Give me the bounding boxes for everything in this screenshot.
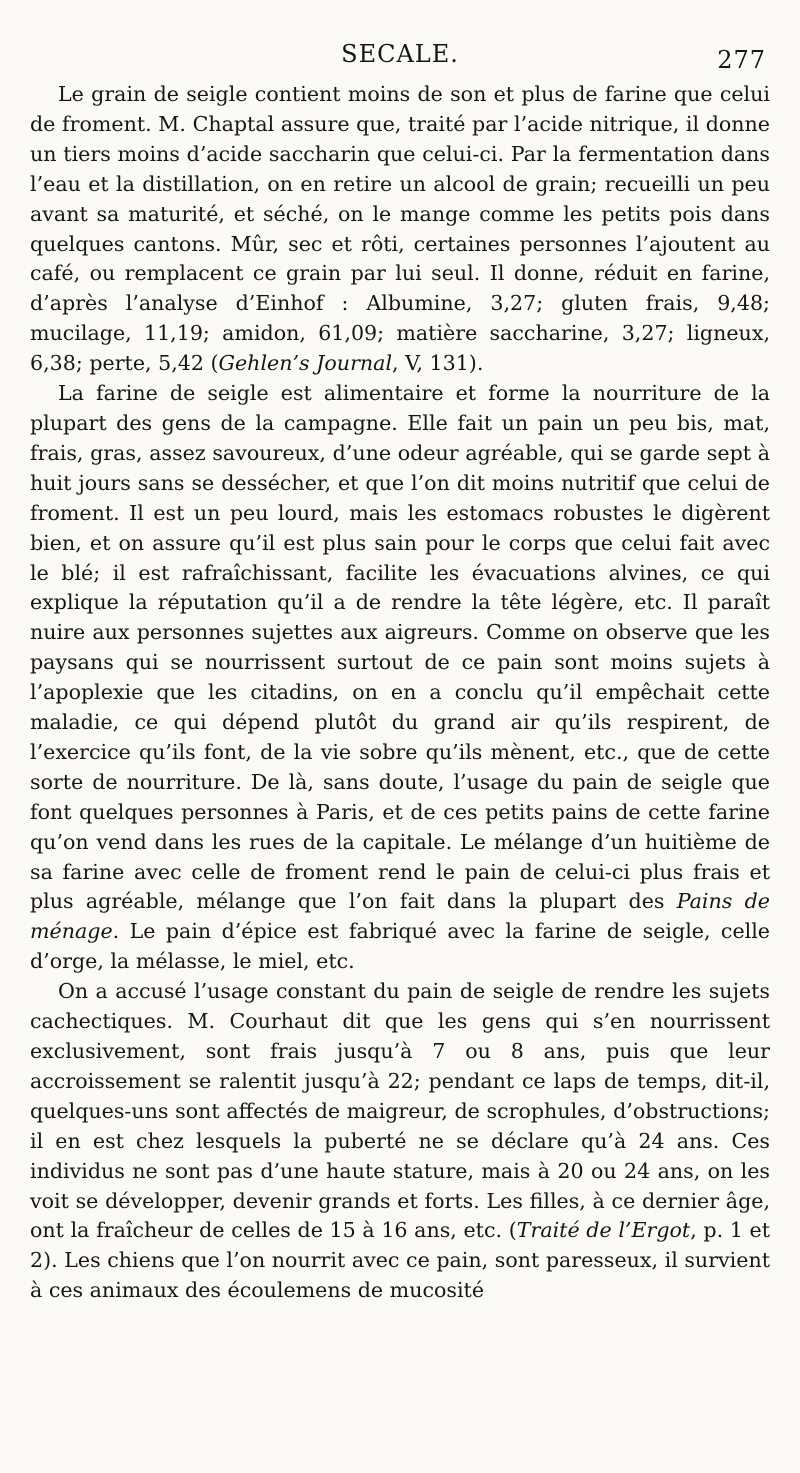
text-run: . Le pain d’épice est fabriqué avec la farine de seigle, celle d’orge, la mélasse, le miel, etc.: [30, 919, 770, 974]
paragraph-3: [30, 977, 770, 1306]
text-run: On a accusé l’usage constant du pain de seigle de rendre les sujets cachectiques. M. Courhaut dit que les gens qui s’en nourrissent exclusivement, sont frais jusqu’à 7 ou 8 ans, puis que leur accroissement se ralentit jusqu’à 22; pendant ce laps de temps, dit-il, quelques-uns sont affectés de maigreur, de scrophules, d’obstructions; il en est chez lesquels la puberté ne se déclare qu’à 24 ans. Ces individus ne sont pas d’une haute stature, mais à 20 ou 24 ans, on les voit se développer, devenir grands et forts. Les filles, à ce dernier âge, ont la fraîcheur de celles de 15 à 16 ans, etc. (: [30, 979, 770, 1243]
text-run: La farine de seigle est alimentaire et forme la nourriture de la plupart des gens de la campagne. Elle fait un pain un peu bis, mat, frais, gras, assez savoureux, d’une odeur agréable, qui se garde sept à huit jours sans se dessécher, et que l’on dit moins nutritif que celui de froment. Il est un peu lourd, mais les estomacs robustes le digèrent bien, et on assure qu’il est plus sain pour le corps que celui fait avec le blé; il est rafraîchissant, facilite les évacuations alvines, ce qui explique la réputation qu’il a de rendre la tête légère, etc. Il paraît nuire aux personnes sujettes aux aigreurs. Comme on observe que les paysans qui se nourrissent surtout de ce pain sont moins sujets à l’apoplexie que les citadins, on en a conclu qu’il empêchait cette maladie, ce qui dépend plutôt du grand air qu’ils respirent, de l’exercice qu’ils font, de la vie sobre qu’ils mènent, etc., que de cette sorte de nourriture. De là, sans doute, l’usage du pain de seigle que font quelques personnes à Paris, et de ces petits pains de cette farine qu’on vend dans les rues de la capitale. Le mélange d’un huitième de sa farine avec celle de froment rend le pain de celui-ci plus frais et plus agréable, mélange que l’on fait dans la plupart des: [30, 381, 770, 914]
italic-citation: Pains de ménage: [30, 889, 770, 944]
running-title: SECALE.: [341, 40, 459, 68]
running-head: [30, 40, 770, 80]
text-run: , V, 131).: [392, 351, 484, 376]
text-run: Le grain de seigle contient moins de son et plus de farine que celui de froment. M. Chaptal assure que, traité par l’acide nitrique, il donne un tiers moins d’acide saccharin que celui-ci. Par la fermentation dans l’eau et la distillation, on en retire un alcool de grain; recueilli un peu avant sa maturité, et séché, on le mange comme les petits pois dans quelques cantons. Mûr, sec et rôti, certaines personnes l’ajoutent au café, ou remplacent ce grain par lui seul. Il donne, réduit en farine, d’après l’analyse d’Einhof : Albumine, 3,27; gluten frais, 9,48; mucilage, 11,19; amidon, 61,09; matière saccharine, 3,27; ligneux, 6,38; perte, 5,42 (: [30, 82, 770, 376]
paragraph-1: [30, 80, 770, 379]
italic-citation: Gehlen’s Journal: [218, 351, 393, 376]
body-text: [30, 80, 770, 1306]
paragraph-2: [30, 379, 770, 977]
italic-citation: Traité de l’Ergot: [516, 1218, 691, 1243]
text-run: , p. 1 et 2). Les chiens que l’on nourrit avec ce pain, sont paresseux, il survient à ces animaux des écoulemens de mucosité: [30, 1218, 770, 1303]
page-number: 277: [717, 46, 766, 74]
